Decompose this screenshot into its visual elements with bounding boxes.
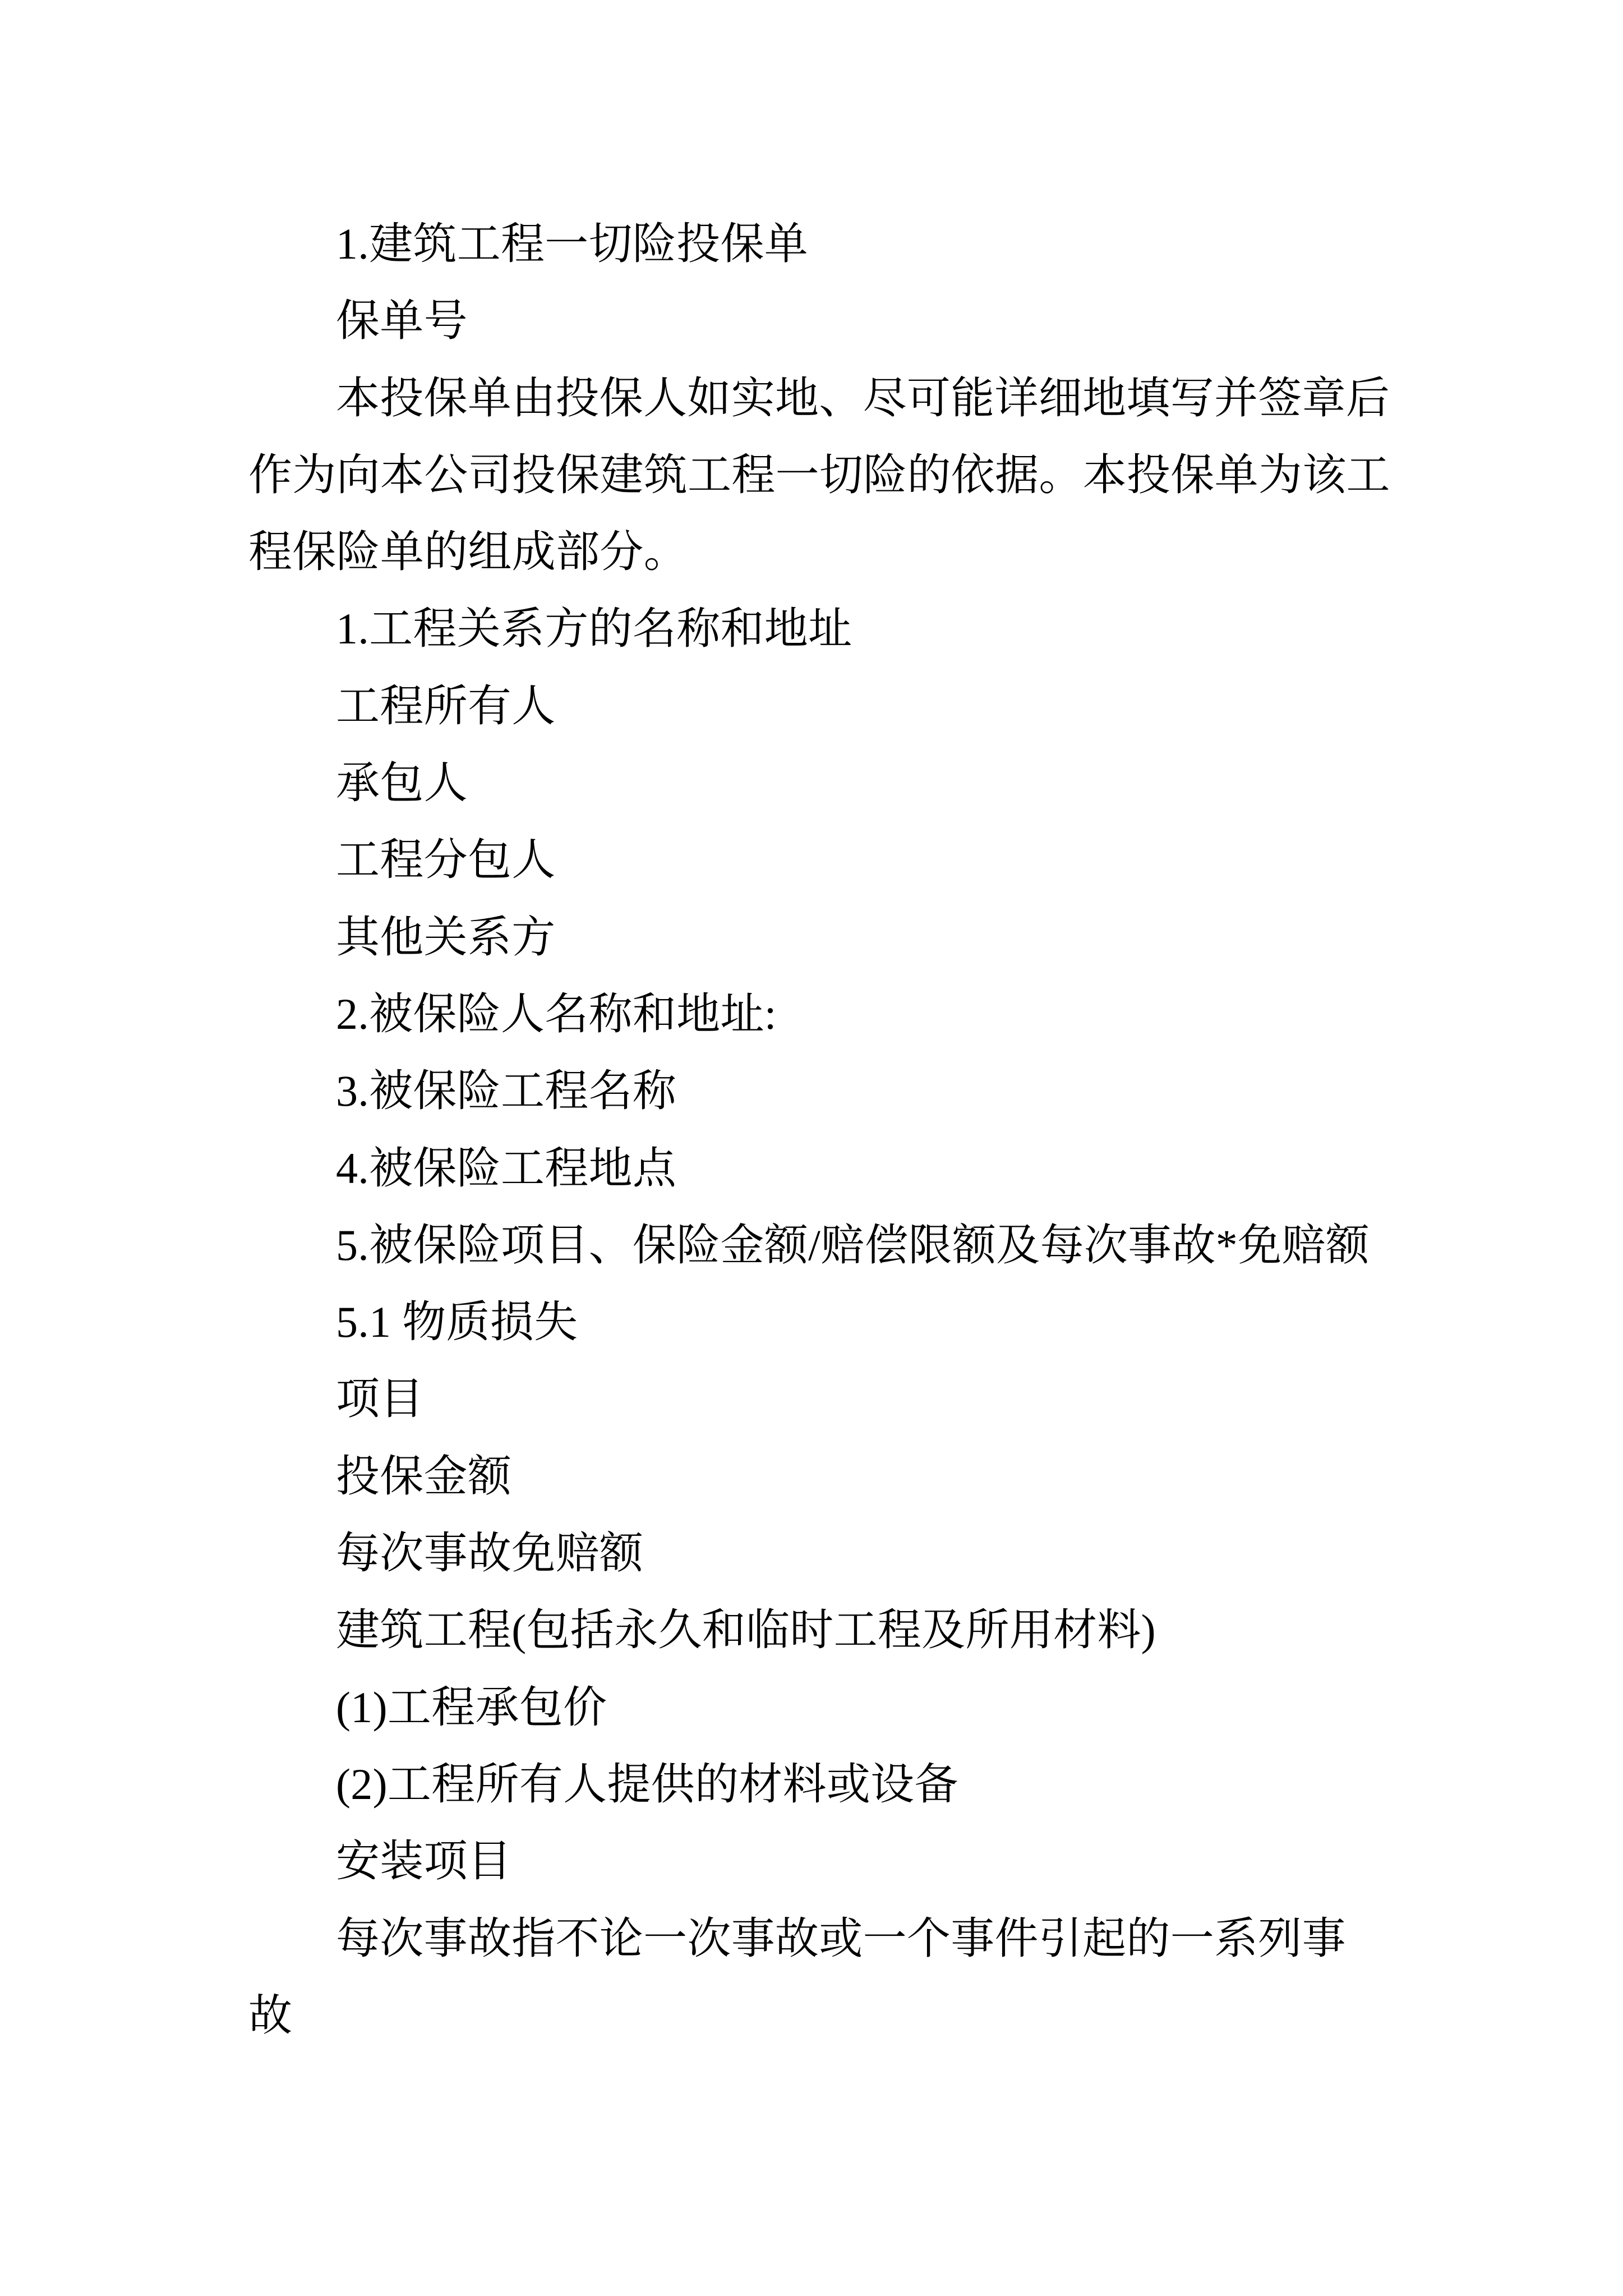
document-line: 每次事故指不论一次事故或一个事件引起的一系列事 [336,1913,1346,1963]
document-line: 5.被保险项目、保险金额/赔偿限额及每次事故*免赔额 [336,1220,1370,1269]
document-line: 1.建筑工程一切险投保单 [336,219,809,268]
document-line: 故 [248,1990,293,2040]
document-line: (1)工程承包价 [336,1682,607,1732]
document-line: 5.1 物质损失 [336,1297,578,1347]
document-line: 1.工程关系方的名称和地址 [336,604,852,654]
document-line: 项目 [336,1374,424,1424]
document-line: (2)工程所有人提供的材料或设备 [336,1759,958,1809]
document-line: 程保险单的组成部分。 [248,527,688,577]
document-line: 3.被保险工程名称 [336,1066,677,1116]
document-line: 本投保单由投保人如实地、尽可能详细地填写并签章后 [336,373,1390,422]
document-line: 每次事故免赔额 [336,1529,644,1578]
document-line: 保单号 [336,296,468,346]
document-line: 作为向本公司投保建筑工程一切险的依据。本投保单为该工 [248,450,1390,499]
document-line: 4.被保险工程地点 [336,1143,677,1193]
document-line: 投保金额 [336,1451,512,1501]
document-line: 工程所有人 [336,681,556,730]
document-line: 工程分包人 [336,835,556,885]
document-line: 2.被保险人名称和地址: [336,989,777,1038]
document-line: 承包人 [336,758,468,808]
document-line: 建筑工程(包括永久和临时工程及所用材料) [336,1605,1156,1655]
document-line: 其他关系方 [336,912,556,961]
document-line: 安装项目 [336,1837,512,1886]
document-text-block [248,205,1443,2054]
